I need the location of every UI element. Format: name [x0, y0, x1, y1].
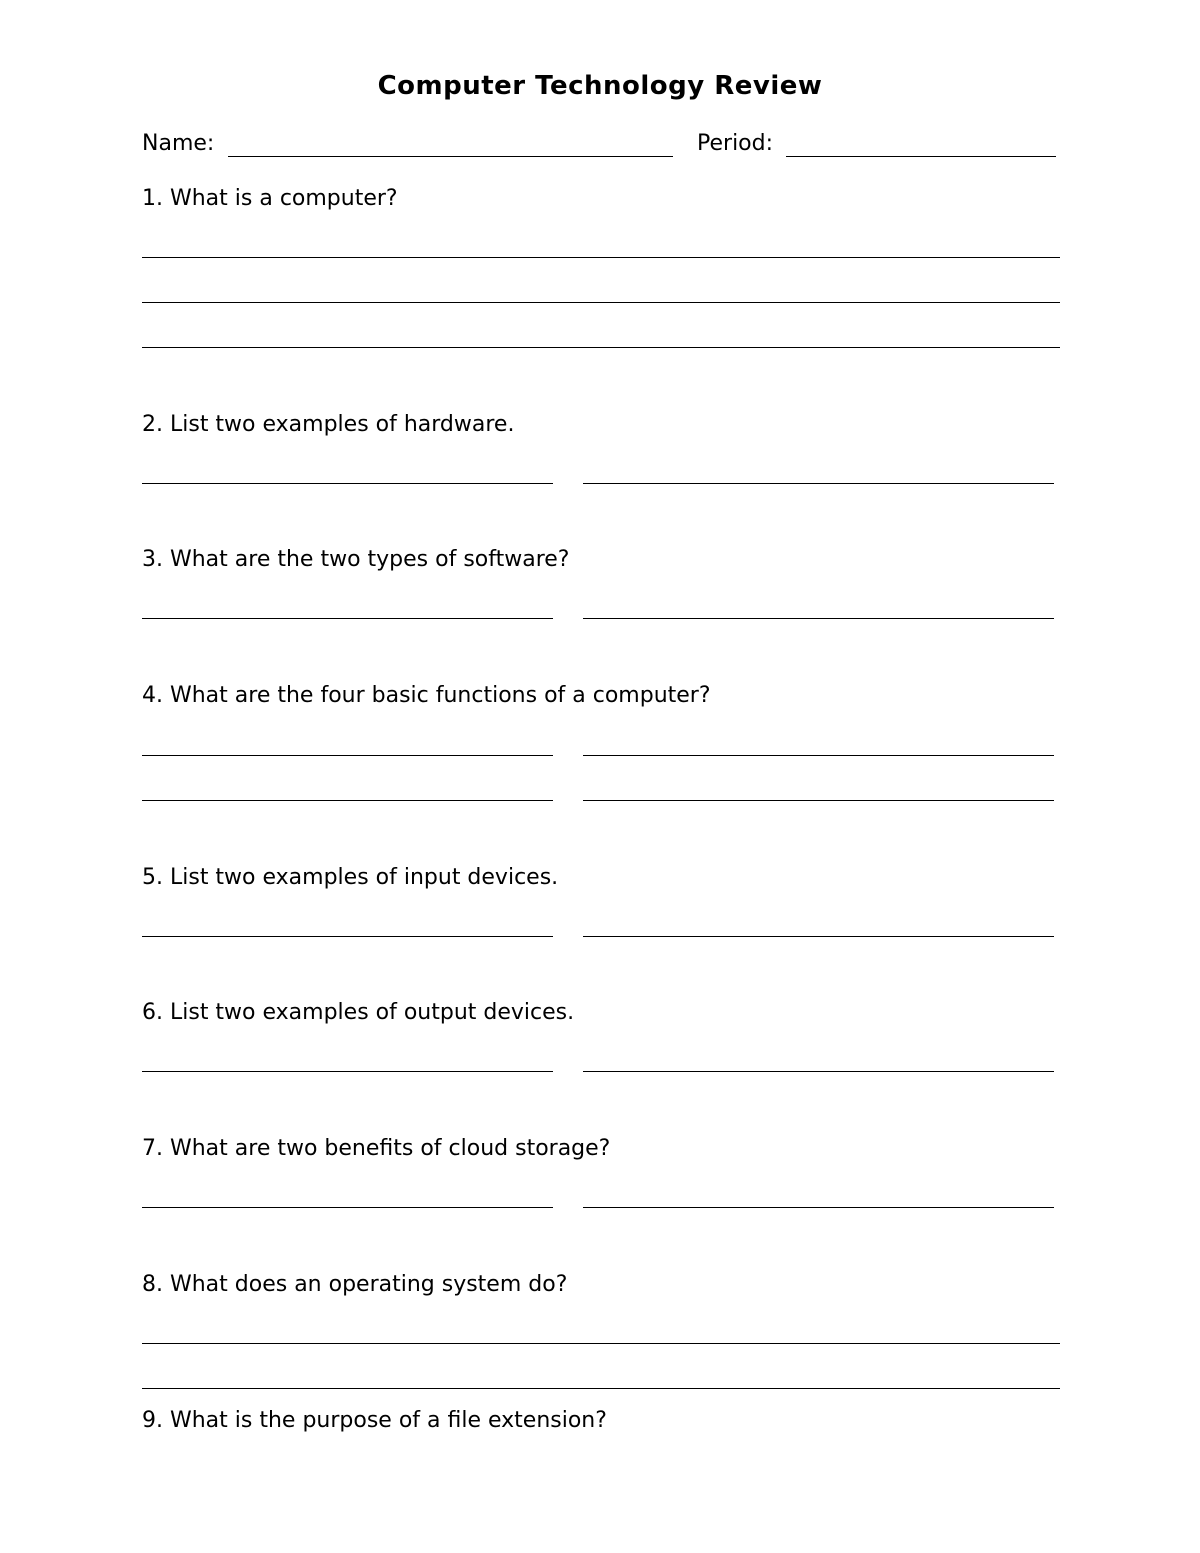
name-label: Name:: [142, 131, 215, 156]
question-2: 2. List two examples of hardware.: [142, 412, 515, 437]
answer-line[interactable]: [142, 483, 553, 484]
answer-line[interactable]: [583, 936, 1054, 937]
question-6: 6. List two examples of output devices.: [142, 1000, 575, 1025]
question-5: 5. List two examples of input devices.: [142, 865, 559, 890]
period-answer-line[interactable]: [786, 156, 1056, 157]
question-7: 7. What are two benefits of cloud storage?: [142, 1136, 611, 1161]
answer-line[interactable]: [583, 1207, 1054, 1208]
period-label: Period:: [697, 131, 774, 156]
answer-line[interactable]: [142, 936, 553, 937]
question-9: 9. What is the purpose of a file extension?: [142, 1408, 607, 1433]
answer-line[interactable]: [583, 755, 1054, 756]
answer-line[interactable]: [142, 618, 553, 619]
answer-line[interactable]: [142, 755, 553, 756]
answer-line[interactable]: [583, 1071, 1054, 1072]
question-1: 1. What is a computer?: [142, 186, 398, 211]
answer-line[interactable]: [142, 1388, 1060, 1389]
answer-line[interactable]: [583, 618, 1054, 619]
question-4: 4. What are the four basic functions of a computer?: [142, 683, 711, 708]
answer-line[interactable]: [583, 483, 1054, 484]
question-8: 8. What does an operating system do?: [142, 1272, 568, 1297]
answer-line[interactable]: [142, 347, 1060, 348]
answer-line[interactable]: [142, 1071, 553, 1072]
name-answer-line[interactable]: [228, 156, 673, 157]
answer-line[interactable]: [142, 257, 1060, 258]
answer-line[interactable]: [142, 1343, 1060, 1344]
worksheet-title: Computer Technology Review: [377, 71, 823, 101]
answer-line[interactable]: [142, 302, 1060, 303]
answer-line[interactable]: [142, 1207, 553, 1208]
answer-line[interactable]: [142, 800, 553, 801]
answer-line[interactable]: [583, 800, 1054, 801]
question-3: 3. What are the two types of software?: [142, 547, 570, 572]
